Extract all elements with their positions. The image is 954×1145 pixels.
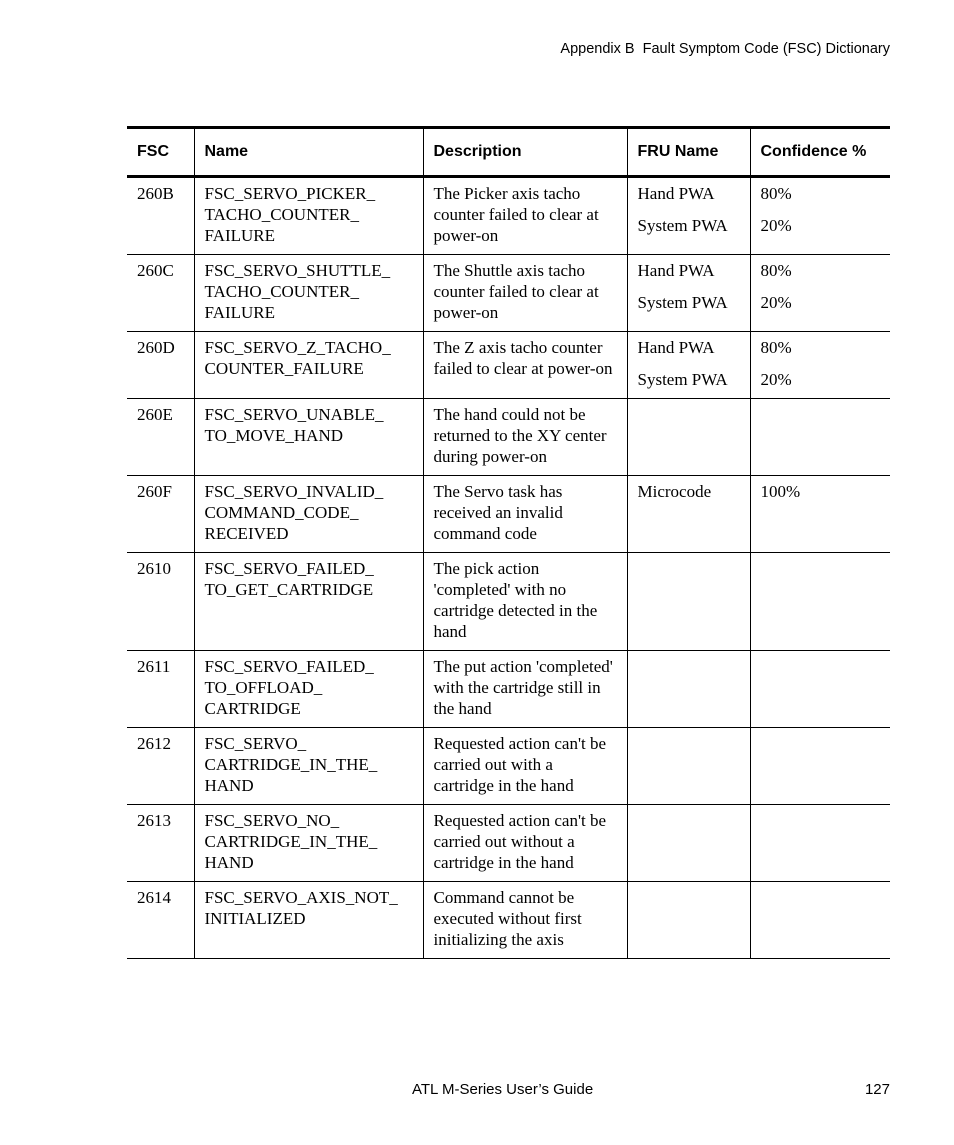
fsc-code-cell: 2614 bbox=[127, 882, 194, 959]
fru-name-cell bbox=[627, 728, 750, 805]
column-header-name: Name bbox=[194, 128, 423, 177]
confidence-cell bbox=[750, 177, 890, 255]
fsc-name-cell: FSC_SERVO_Z_TACHO_ COUNTER_FAILURE bbox=[194, 332, 423, 399]
confidence-value: 20% bbox=[760, 293, 792, 312]
confidence-cell bbox=[750, 553, 890, 651]
fsc-description-cell: The Z axis tacho counter failed to clear at power-on bbox=[423, 332, 627, 399]
fsc-description-cell: The Shuttle axis tacho counter failed to clear at power-on bbox=[423, 255, 627, 332]
table-row bbox=[127, 651, 890, 728]
table-body bbox=[127, 177, 890, 959]
confidence-cell bbox=[750, 805, 890, 882]
fsc-name-cell: FSC_SERVO_PICKER_ TACHO_COUNTER_ FAILURE bbox=[194, 177, 423, 255]
fru-name-cell bbox=[627, 255, 750, 332]
fsc-name-cell: FSC_SERVO_NO_ CARTRIDGE_IN_THE_ HAND bbox=[194, 805, 423, 882]
fsc-name-cell: FSC_SERVO_INVALID_ COMMAND_CODE_ RECEIVED bbox=[194, 476, 423, 553]
fsc-name-cell: FSC_SERVO_ CARTRIDGE_IN_THE_ HAND bbox=[194, 728, 423, 805]
fru-name-cell bbox=[627, 805, 750, 882]
fru-name: Hand PWA bbox=[637, 338, 715, 357]
confidence-value: 80% bbox=[760, 261, 792, 280]
table-row bbox=[127, 553, 890, 651]
table-row bbox=[127, 882, 890, 959]
fsc-code-cell: 2613 bbox=[127, 805, 194, 882]
confidence-value: 20% bbox=[760, 370, 792, 389]
fru-name-cell bbox=[627, 651, 750, 728]
fsc-name-cell: FSC_SERVO_AXIS_NOT_ INITIALIZED bbox=[194, 882, 423, 959]
confidence-value: 80% bbox=[760, 184, 792, 203]
fru-name-cell bbox=[627, 332, 750, 399]
fru-name: Microcode bbox=[637, 482, 712, 501]
fsc-code-cell: 260F bbox=[127, 476, 194, 553]
confidence-cell bbox=[750, 882, 890, 959]
fsc-description-cell: The pick action 'completed' with no cartridge detected in the hand bbox=[423, 553, 627, 651]
column-header-confidence: Confidence % bbox=[750, 128, 890, 177]
fsc-code-cell: 260E bbox=[127, 399, 194, 476]
fsc-code-cell: 2611 bbox=[127, 651, 194, 728]
fsc-table bbox=[127, 126, 890, 959]
fsc-code-cell: 260C bbox=[127, 255, 194, 332]
fsc-description-cell: The put action 'completed' with the cartridge still in the hand bbox=[423, 651, 627, 728]
column-header-description: Description bbox=[423, 128, 627, 177]
column-header-fsc: FSC bbox=[127, 128, 194, 177]
fru-name: System PWA bbox=[637, 370, 728, 389]
fru-name: Hand PWA bbox=[637, 184, 715, 203]
fru-name-cell bbox=[627, 553, 750, 651]
column-header-fru-name: FRU Name bbox=[627, 128, 750, 177]
fsc-code-cell: 2610 bbox=[127, 553, 194, 651]
confidence-cell bbox=[750, 476, 890, 553]
table-row bbox=[127, 476, 890, 553]
header-row bbox=[127, 128, 890, 177]
page-number: 127 bbox=[864, 1081, 890, 1098]
table-row bbox=[127, 177, 890, 255]
confidence-cell bbox=[750, 728, 890, 805]
table-header bbox=[127, 128, 890, 177]
table-row bbox=[127, 805, 890, 882]
table-row bbox=[127, 399, 890, 476]
fru-name: System PWA bbox=[637, 216, 728, 235]
fsc-name-cell: FSC_SERVO_UNABLE_ TO_MOVE_HAND bbox=[194, 399, 423, 476]
confidence-cell bbox=[750, 332, 890, 399]
fsc-description-cell: Command cannot be executed without first initializing the axis bbox=[423, 882, 627, 959]
fsc-name-cell: FSC_SERVO_FAILED_ TO_OFFLOAD_ CARTRIDGE bbox=[194, 651, 423, 728]
fru-name-cell bbox=[627, 476, 750, 553]
fsc-description-cell: The Servo task has received an invalid command code bbox=[423, 476, 627, 553]
confidence-cell bbox=[750, 255, 890, 332]
running-header: Appendix B Fault Symptom Code (FSC) Dictionary bbox=[560, 41, 890, 57]
fsc-code-cell: 260B bbox=[127, 177, 194, 255]
fsc-description-cell: The Picker axis tacho counter failed to clear at power-on bbox=[423, 177, 627, 255]
fru-name-cell bbox=[627, 399, 750, 476]
fru-name-cell bbox=[627, 882, 750, 959]
confidence-value: 80% bbox=[760, 338, 792, 357]
confidence-value: 100% bbox=[760, 482, 801, 501]
fsc-name-cell: FSC_SERVO_SHUTTLE_ TACHO_COUNTER_ FAILURE bbox=[194, 255, 423, 332]
table-row bbox=[127, 255, 890, 332]
table-row bbox=[127, 332, 890, 399]
confidence-cell bbox=[750, 399, 890, 476]
table-row bbox=[127, 728, 890, 805]
fsc-code-cell: 260D bbox=[127, 332, 194, 399]
fru-name: Hand PWA bbox=[637, 261, 715, 280]
confidence-cell bbox=[750, 651, 890, 728]
fsc-code-cell: 2612 bbox=[127, 728, 194, 805]
fsc-description-cell: Requested action can't be carried out without a cartridge in the hand bbox=[423, 805, 627, 882]
fsc-name-cell: FSC_SERVO_FAILED_ TO_GET_CARTRIDGE bbox=[194, 553, 423, 651]
fsc-description-cell: Requested action can't be carried out with a cartridge in the hand bbox=[423, 728, 627, 805]
confidence-value: 20% bbox=[760, 216, 792, 235]
fru-name: System PWA bbox=[637, 293, 728, 312]
fsc-description-cell: The hand could not be returned to the XY center during power-on bbox=[423, 399, 627, 476]
footer-title: ATL M-Series User’s Guide bbox=[412, 1081, 594, 1098]
fru-name-cell bbox=[627, 177, 750, 255]
